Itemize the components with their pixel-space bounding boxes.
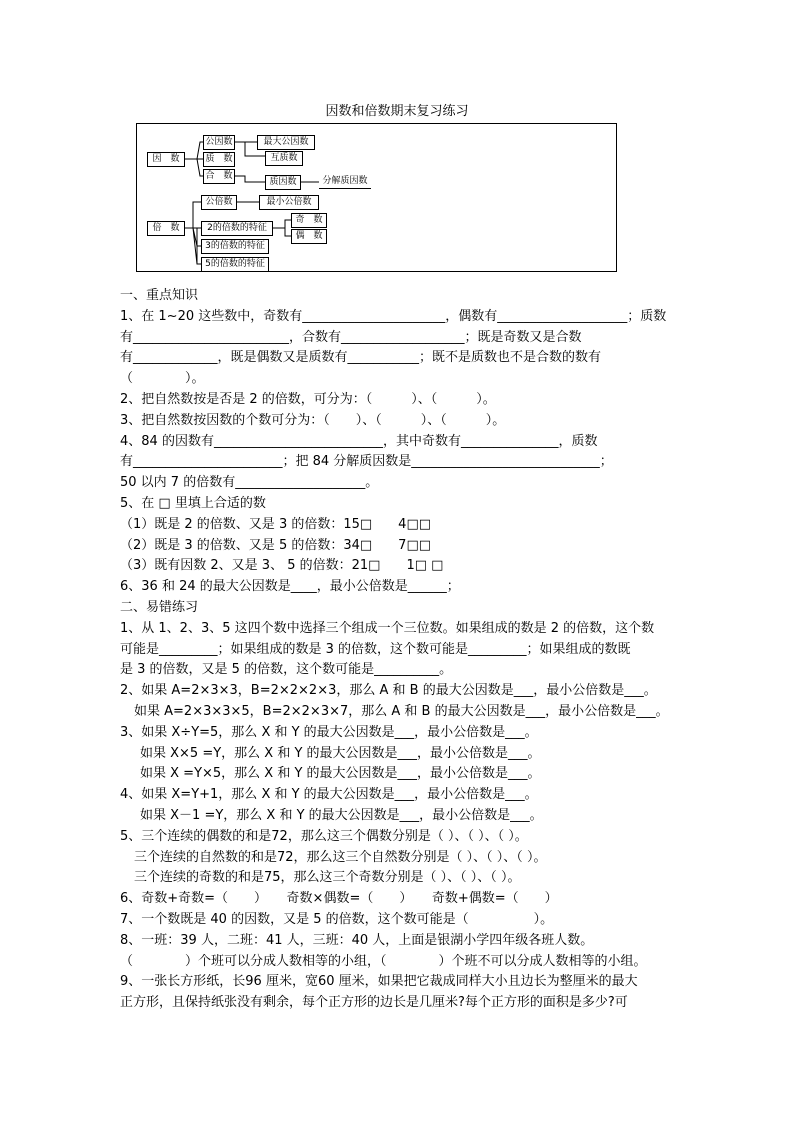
text-line: 4、84 的因数有__________________________，其中奇数有_______________，质数 — [120, 433, 598, 449]
text-line: 5、三个连续的偶数的和是72，那么这三个偶数分别是（ ）、（ ）、（ ）。 — [120, 828, 528, 844]
section-heading: 一、重点知识 — [120, 288, 199, 303]
text-line: 6、奇数+奇数=（ ） 奇数×偶数=（ ） 奇数+偶数=（ ） — [120, 891, 558, 907]
heshu-node: 合 数 — [203, 169, 235, 184]
text-line: 2、如果 A=2×3×3，B=2×2×2×3，那么 A 和 B 的最大公因数是___，最小公倍数是___。 — [120, 683, 657, 699]
bei3-node: 3的倍数的特征 — [201, 239, 269, 254]
text-line: （3）既有因数 2、又是 3、 5 的倍数：21□ 1□ □ — [120, 558, 444, 574]
text-line: 三个连续的自然数的和是72，那么这三个自然数分别是（ ）、（ ）、（ ）。 — [134, 849, 547, 865]
text-line: 是 3 的倍数，又是 5 的倍数，这个数可能是__________。 — [120, 662, 453, 678]
zuixiaogongbeishu-node: 最小公倍数 — [259, 195, 319, 210]
text-line: 3、把自然数按因数的个数可分为：（ ）、（ ）、（ ）。 — [120, 412, 506, 428]
page-title: 因数和倍数期末复习练习 — [325, 104, 469, 119]
zhishu-node: 质 数 — [203, 152, 235, 167]
text-line: 正方形，且保持纸张没有剩余，每个正方形的边长是几厘米?每个正方形的面积是多少?可 — [120, 995, 628, 1011]
ou-node: 偶 数 — [291, 229, 327, 244]
text-line: 有_____________，既是偶数又是质数有___________；既不是质数也不是合数的数有 — [120, 350, 602, 366]
text-line: 4、如果 X=Y+1，那么 X 和 Y 的最大公因数是___，最小公倍数是___。 — [120, 787, 538, 803]
concept-diagram — [136, 123, 617, 272]
text-line: 5、在 □ 里填上合适的数 — [120, 495, 266, 511]
text-line: 8、一班：39 人，二班：41 人，三班：40 人，上面是银湖小学四年级各班人数。 — [120, 932, 594, 948]
text-line: 3、如果 X÷Y=5，那么 X 和 Y 的最大公因数是___，最小公倍数是___。 — [120, 724, 538, 740]
text-line: （ ）个班可以分成人数相等的小组，（ ）个班不可以分成人数相等的小组。 — [120, 953, 647, 969]
text-line: （2）既是 3 的倍数、又是 5 的倍数：34□ 7□□ — [120, 537, 432, 553]
text-line: 9、一张长方形纸，长96 厘米，宽60 厘米，如果把它裁成同样大小且边长为整厘米的最大 — [120, 974, 638, 990]
bei5-node: 5的倍数的特征 — [201, 257, 269, 272]
text-line: 如果 X－1 =Y，那么 X 和 Y 的最大公因数是___，最小公倍数是___。 — [140, 807, 543, 823]
huzhishu-node: 互质数 — [265, 151, 303, 166]
text-line: 如果 X×5 =Y，那么 X 和 Y 的最大公因数是___，最小公倍数是___。 — [140, 745, 541, 761]
text-line: 如果 X =Y×5，那么 X 和 Y 的最大公因数是___，最小公倍数是___。 — [140, 766, 541, 782]
text-line: 2、把自然数按是否是 2 的倍数，可分为：（ ）、（ ）。 — [120, 391, 496, 407]
bei2-node: 2的倍数的特征 — [201, 221, 273, 236]
text-line: （1）既是 2 的倍数、又是 3 的倍数：15□ 4□□ — [120, 516, 432, 532]
yin-root-node: 因 数 — [147, 152, 185, 167]
text-line: 如果 A=2×3×3×5，B=2×2×3×7，那么 A 和 B 的最大公因数是___，最小公倍数是___。 — [134, 703, 669, 719]
text-line: 可能是_________；如果组成的数是 3 的倍数，这个数可能是_________；如果组成的数既 — [120, 641, 631, 657]
text-line: 有________________________，合数有___________________；既是奇数又是合数 — [120, 329, 582, 345]
bei-root-node: 倍 数 — [147, 221, 185, 236]
text-line: 1、在 1~20 这些数中，奇数有______________________，偶数有____________________；质数 — [120, 308, 667, 324]
exercise-text — [120, 286, 680, 1014]
gongbeishu-node: 公倍数 — [201, 195, 237, 210]
zuidagongyinshu-node: 最大公因数 — [257, 135, 315, 150]
text-line: 三个连续的奇数的和是75，那么这三个奇数分别是（ ）、（ ）、（ ）。 — [134, 870, 521, 886]
text-line: （ ）。 — [120, 371, 205, 387]
text-line: 7、一个数既是 40 的因数，又是 5 的倍数，这个数可能是（ ）。 — [120, 911, 554, 927]
text-line: 50 以内 7 的倍数有____________________。 — [120, 475, 379, 491]
text-line: 有_______________________；把 84 分解质因数是_____________________________； — [120, 454, 613, 470]
gongyinshu-node: 公因数 — [203, 135, 235, 150]
text-line: 6、36 和 24 的最大公因数是____，最小公倍数是______； — [120, 579, 460, 595]
section-heading: 二、易错练习 — [120, 599, 199, 615]
ji-node: 奇 数 — [291, 213, 327, 228]
text-line: 1、从 1、2、3、5 这四个数中选择三个组成一个三位数。如果组成的数是 2 的倍数，这个数 — [120, 620, 655, 636]
fenjie-node: 分解质因数 — [319, 175, 371, 189]
zhiyinshu-node: 质因数 — [265, 175, 301, 190]
